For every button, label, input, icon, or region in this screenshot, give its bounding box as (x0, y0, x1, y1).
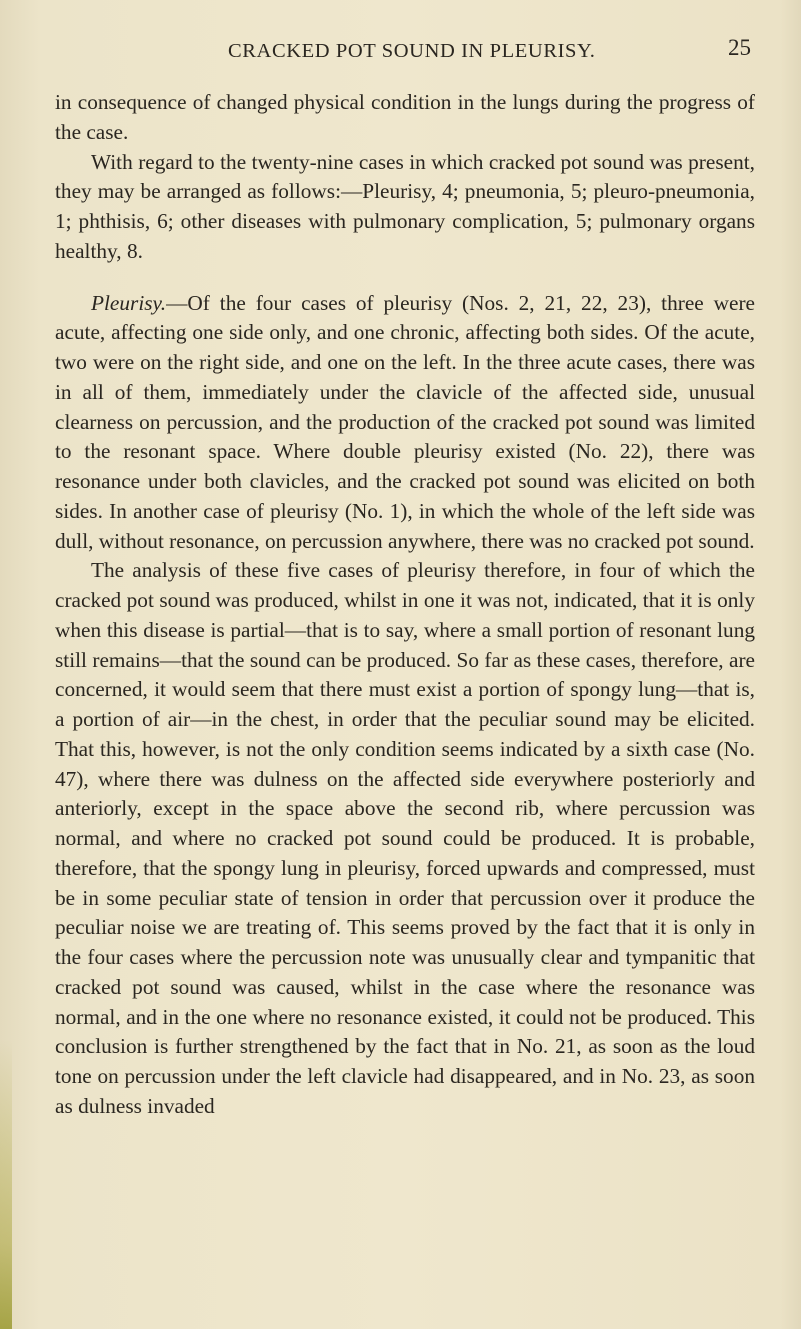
running-head: CRACKED POT SOUND IN PLEURISY. (228, 40, 596, 62)
binding-shadow (0, 1040, 12, 1329)
paragraph-2: With regard to the twenty-nine cases in which cracked pot sound was present, they may be arranged as follows:—Pleurisy, 4; pneumonia, 5; pleuro-pneumonia, 1; phthisis, 6; other diseases with pulmonary complication, 5; pulmonary organs healthy, 8. (55, 149, 755, 263)
paragraph-3 (55, 289, 755, 557)
section-heading: Pleurisy. (91, 290, 167, 315)
page-number: 25 (728, 35, 751, 60)
paragraph-1: in consequence of changed physical condition in the lungs during the progress of the case. (55, 90, 755, 144)
body-text (55, 88, 755, 1122)
paragraph-4: The analysis of these five cases of pleurisy therefore, in four of which the cracked pot sound was produced, whilst in one it was not, indicated, that it is only when this disease is partial—that is to say, where a small portion of resonant lung still remains—that the sound can be produced. So far as these cases, therefore, are concerned, it would seem that there must exist a portion of spongy lung—that is, a portion of air—in the chest, in order that the peculiar sound may be elicited. That this, however, is not the only condition seems indicated by a sixth case (No. 47), where there was dulness on the affected side everywhere posteriorly and anteriorly, except in the space above the second rib, where percussion was normal, and where no cracked pot sound could be produced. It is probable, therefore, that the spongy lung in pleurisy, forced upwards and compressed, must be in some peculiar state of tension in order that percussion over it produce the peculiar noise we are treating of. This seems proved by the fact that it is only in the four cases where the percussion note was unusually clear and tympanitic that cracked pot sound was caused, whilst in the case where the resonance was normal, and in the one where no resonance existed, it could not be produced. This conclusion is further strengthened by the fact that in No. 21, as soon as the loud tone on percussion under the left clavicle had disappeared, and in No. 23, as soon as dulness invaded (55, 558, 755, 1118)
paragraph-3-text: —Of the four cases of pleurisy (Nos. 2, 21, 22, 23), three were acute, affecting one side only, and one chronic, affecting both sides. Of the acute, two were on the right side, and one on the left. In the three acute cases, there was in all of them, immediately under the clavicle of the affected side, unusual clearness on percussion, and the production of the cracked pot sound was limited to the resonant space. Where double pleurisy existed (No. 22), there was resonance under both clavicles, and the cracked pot sound was elicited on both sides. In another case of pleurisy (No. 1), in which the whole of the left side was dull, without resonance, on percussion anywhere, there was no cracked pot sound. (55, 290, 755, 553)
